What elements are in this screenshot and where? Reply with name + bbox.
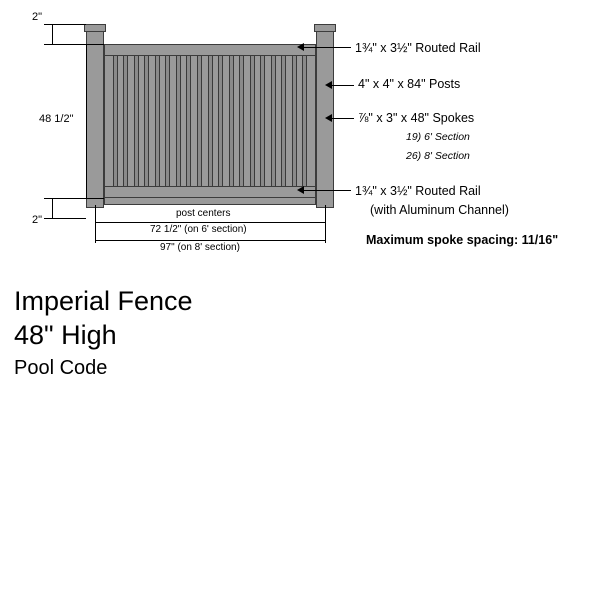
title-line-3: Pool Code [14, 356, 108, 379]
bottom-2in-tick-lower [44, 218, 86, 219]
title-line-1: Imperial Fence [14, 286, 193, 316]
bottom-routed-rail [104, 186, 316, 198]
spokes-arrow-icon [325, 114, 332, 122]
max-spoke-spacing-note: Maximum spoke spacing: 11/16" [366, 233, 559, 247]
top-2in-tick-upper [44, 24, 86, 25]
title-block [14, 285, 414, 383]
spoke [281, 56, 286, 186]
spoke [123, 56, 128, 186]
bottom-2in-tick-upper [44, 198, 104, 199]
fence-elevation-drawing [0, 0, 600, 275]
spoke [186, 56, 191, 186]
panel-height-label: 48 1/2" [39, 113, 74, 125]
width-6ft-label: 72 1/2" (on 6' section) [150, 224, 247, 235]
top-2in-label: 2" [32, 11, 43, 23]
spokes-note-6ft: 19) 6' Section [406, 131, 470, 143]
spoke [113, 56, 118, 186]
spoke [155, 56, 160, 186]
spoke [260, 56, 265, 186]
spoke [292, 56, 297, 186]
bottom-2in-dim-line [52, 198, 53, 218]
spoke [176, 56, 181, 186]
title-line-2: 48" High [14, 319, 117, 350]
posts-callout: 4" x 4" x 84" Posts [358, 77, 461, 91]
width-8ft-label: 97" (on 8' section) [160, 242, 240, 253]
top-routed-rail [104, 44, 316, 56]
spoke [239, 56, 244, 186]
panel-height-dim-line [86, 44, 87, 198]
top-2in-tick-lower [44, 44, 104, 45]
posts-arrow-icon [325, 81, 332, 89]
width-8ft-dim-line [95, 240, 325, 241]
spoke [197, 56, 202, 186]
spoke [134, 56, 139, 186]
spoke [271, 56, 276, 186]
spoke [165, 56, 170, 186]
bottom-rail-callout: 1¾" x 3½" Routed Rail [355, 184, 481, 198]
panel-height-tick-top [80, 44, 92, 45]
right-ext-line [325, 205, 326, 243]
top-rail-callout: 1¾" x 3½" Routed Rail [355, 41, 481, 55]
width-6ft-dim-line [95, 222, 325, 223]
top-2in-dim-line [52, 24, 53, 44]
spoke [218, 56, 223, 186]
left-post [86, 31, 104, 208]
bottom-rail-leader [299, 190, 351, 191]
spokes-callout: ⅞" x 3" x 48" Spokes [358, 111, 475, 125]
left-ext-line [95, 205, 96, 243]
spoke [208, 56, 213, 186]
spokes-note-8ft: 26) 8' Section [406, 150, 470, 162]
bottom-rail-arrow-icon [297, 186, 304, 194]
bottom-2in-label: 2" [32, 214, 43, 226]
spoke [144, 56, 149, 186]
spoke [229, 56, 234, 186]
top-rail-arrow-icon [297, 43, 304, 51]
spoke [250, 56, 255, 186]
top-rail-leader [299, 47, 351, 48]
post-centers-label: post centers [176, 208, 231, 219]
bottom-rail-sub-callout: (with Aluminum Channel) [370, 203, 509, 217]
spoke [302, 56, 307, 186]
